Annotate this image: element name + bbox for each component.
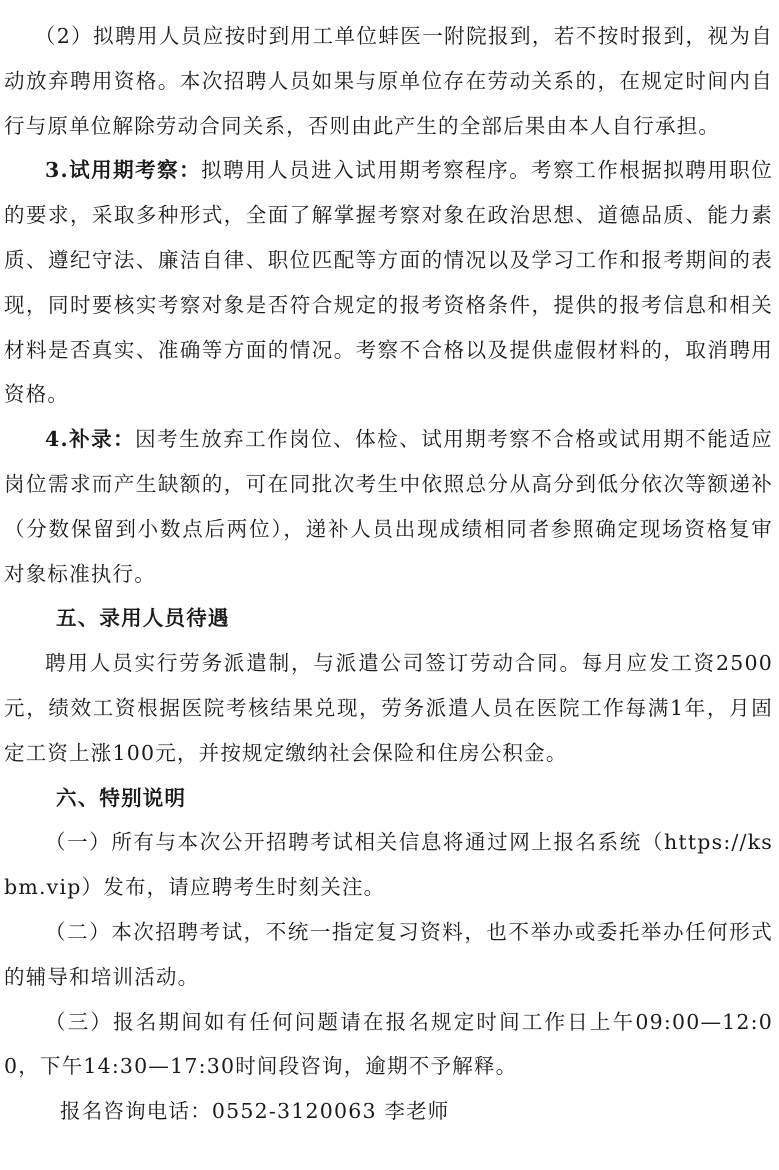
supplement-heading: 4.补录： bbox=[45, 427, 136, 452]
supplement-body: 因考生放弃工作岗位、体检、试用期考察不合格或试用期不能适应岗位需求而产生缺额的，可在同批次考生中依照总分从高分到低分依次等额递补（分数保留到小数点后两位），递补人员出现成绩相同者参照确定现场资格复审对象标准执行。 bbox=[4, 427, 773, 586]
section-heading-notes: 六、特别说明 bbox=[56, 785, 187, 810]
paragraph-note-one: （一）所有与本次公开招聘考试相关信息将通过网上报名系统（https://ksbm.vip）发布，请应聘考生时刻关注。 bbox=[4, 830, 773, 900]
paragraph-salary: 聘用人员实行劳务派遣制，与派遣公司签订劳动合同。每月应发工资2500元，绩效工资根据医院考核结果兑现，劳务派遣人员在医院工作每满1年，月固定工资上涨100元，并按规定缴纳社会保险和住房公积金。 bbox=[4, 651, 773, 765]
paragraph-report-on-time: （2）拟聘用人员应按时到用工单位蚌医一附院报到，若不按时报到，视为自动放弃聘用资格。本次招聘人员如果与原单位存在劳动关系的，在规定时间内自行与原单位解除劳动合同关系，否则由此产生的全部后果由本人自行承担。 bbox=[4, 24, 773, 138]
paragraph-supplement bbox=[4, 417, 773, 596]
probation-heading: 3.试用期考察： bbox=[45, 158, 202, 183]
contact-phone: 报名咨询电话：0552-3120063 李老师 bbox=[60, 1099, 450, 1124]
paragraph-probation bbox=[4, 148, 773, 417]
paragraph-note-two: （二）本次招聘考试，不统一指定复习资料，也不举办或委托举办任何形式的辅导和培训活动。 bbox=[4, 919, 773, 989]
section-heading-salary: 五、录用人员待遇 bbox=[56, 606, 230, 631]
paragraph-note-three: （三）报名期间如有任何问题请在报名规定时间工作日上午09:00—12:00，下午14:30—17:30时间段咨询，逾期不予解释。 bbox=[4, 1009, 773, 1079]
probation-body: 拟聘用人员进入试用期考察程序。考察工作根据拟聘用职位的要求，采取多种形式，全面了解掌握考察对象在政治思想、道德品质、能力素质、遵纪守法、廉洁自律、职位匹配等方面的情况以及学习工作和报考期间的表现，同时要核实考察对象是否符合规定的报考资格条件，提供的报考信息和相关材料是否真实、准确等方面的情况。考察不合格以及提供虚假材料的，取消聘用资格。 bbox=[4, 158, 773, 407]
